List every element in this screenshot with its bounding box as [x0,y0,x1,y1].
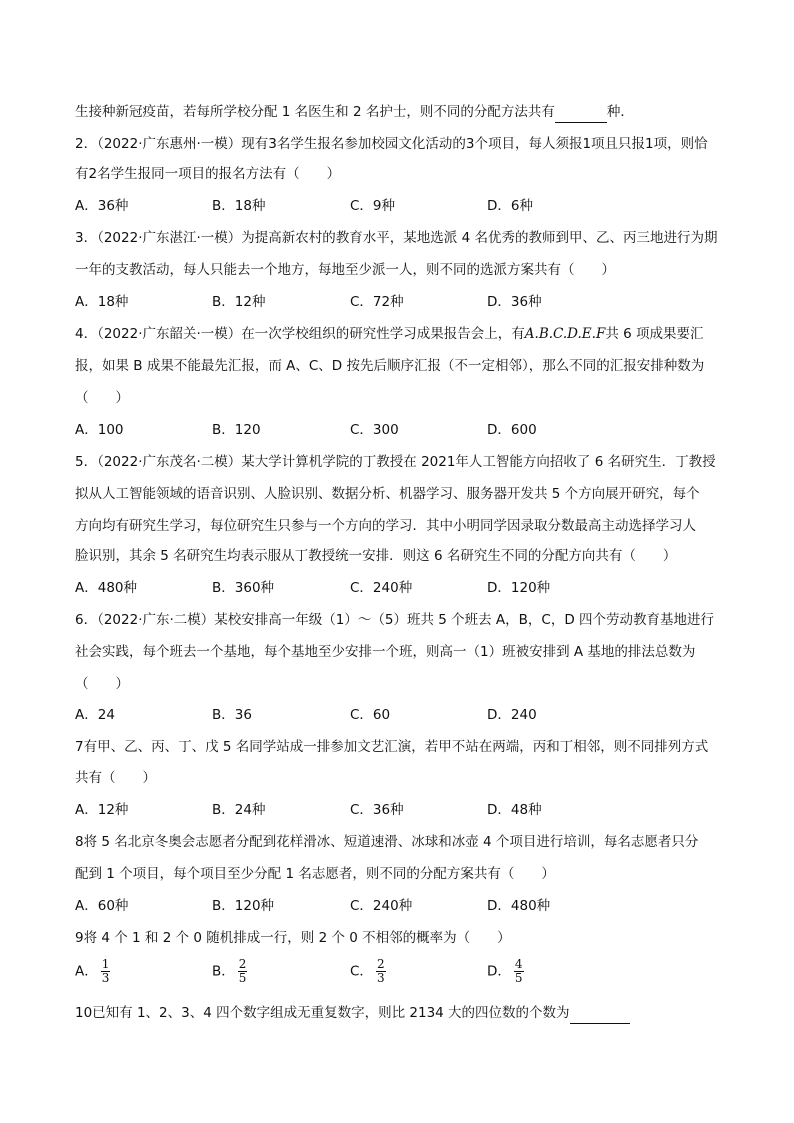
q7-option-a: A．12种 [75,802,129,818]
q4-option-b: B．120 [212,422,261,438]
q2-option-b: B．18种 [212,198,266,214]
answer-blank [555,102,607,123]
q8-option-c: C．240种 [350,898,413,914]
intro-text: 生接种新冠疫苗，若每所学校分配 1 名医生和 2 名护士，则不同的分配方法共有 [75,104,555,120]
q8-line1: 8将 5 名北京冬奥会志愿者分配到花样滑冰、短道速滑、冰球和冰壶 4 个项目进行培训，每名志愿者只分 [75,834,699,850]
q5-line2: 拟从人工智能领域的语音识别、人脸识别、数据分析、机器学习、服务器开发共 5 个方向展开研究，每个 [75,486,700,502]
q9-d-numerator: 4 [514,957,523,971]
q9-option-b-fraction [238,958,248,985]
q9-b-numerator: 2 [238,957,247,971]
q9-option-d-fraction [514,958,524,985]
q7-line1: 7有甲、乙、丙、丁、戊 5 名同学站成一排参加文艺汇演，若甲不站在两端，丙和丁相邻，则不同排列方式 [75,739,709,755]
q4-line3: （ ） [75,390,129,406]
q9-a-denominator: 3 [101,971,110,985]
q7-option-c: C．36种 [350,802,404,818]
q7-line2: 共有（ ） [75,770,156,786]
q3-line1: 3．（2022·广东湛江·一模）为提高新农村的教育水平，某地选派 4 名优秀的教师到甲、乙、丙三地进行为期 [75,230,718,246]
q6-line2: 社会实践，每个班去一个基地，每个基地至少安排一个班，则高一（1）班被安排到 A 基地的排法总数为 [75,644,696,660]
q9-option-a [75,958,110,985]
q9-option-a-label: A． [75,963,98,980]
q6-line3: （ ） [75,676,129,692]
q2-line1: 2．（2022·广东惠州·一模）现有3名学生报名参加校园文化活动的3个项目，每人须报1项且只报1项，则恰 [75,136,708,152]
q4-option-c: C．300 [350,422,399,438]
q9-option-c-fraction [376,958,386,985]
q3-option-b: B．12种 [212,294,266,310]
q6-option-d: D．240 [487,707,537,723]
q9-option-d [487,958,524,985]
q5-option-a: A．480种 [75,580,138,596]
q4-option-d: D．600 [487,422,537,438]
q10-line1 [75,1003,630,1024]
q4-math-letters: A.B.C.D.E.F [524,326,606,342]
q5-line1: 5．（2022·广东茂名·二模）某大学计算机学院的丁教授在 2021年人工智能方向招收了 6 名研究生．丁教授 [75,454,716,470]
q8-option-a: A．60种 [75,898,129,914]
q2-option-a: A．36种 [75,198,129,214]
intro-line [75,102,634,123]
q10-answer-blank [570,1003,630,1024]
q5-line4: 脸识别，其余 5 名研究生均表示服从丁教授统一安排．则这 6 名研究生不同的分配方向共有（ ） [75,548,677,564]
q8-option-b: B．120种 [212,898,275,914]
q9-line1: 9将 4 个 1 和 2 个 0 随机排成一行，则 2 个 0 不相邻的概率为（ ） [75,930,511,946]
q7-option-d: D．48种 [487,802,542,818]
q9-option-d-label: D． [487,963,511,980]
q9-c-denominator: 3 [376,971,385,985]
q9-option-b [212,958,247,985]
q2-option-d: D．6种 [487,198,533,214]
q5-line3: 方向均有研究生学习，每位研究生只参与一个方向的学习．其中小明同学因录取分数最高主动选择学习人 [75,518,696,534]
q9-a-numerator: 1 [101,957,110,971]
q6-option-a: A．24 [75,707,115,723]
q4-line1 [75,324,704,344]
q9-option-b-label: B． [212,963,235,980]
q5-option-c: C．240种 [350,580,413,596]
q5-option-b: B．360种 [212,580,275,596]
q4-line1-tail: 共 6 项成果要汇 [605,326,704,342]
q6-option-b: B．36 [212,707,252,723]
q3-option-c: C．72种 [350,294,404,310]
q6-line1: 6．（2022·广东·二模）某校安排高一年级（1）～（5）班共 5 个班去 A，B，C，D 四个劳动教育基地进行 [75,612,715,628]
q2-line2: 有2名学生报同一项目的报名方法有（ ） [75,166,341,182]
q10-text: 10已知有 1、2、3、4 四个数字组成无重复数字，则比 2134 大的四位数的个数为 [75,1005,570,1021]
q3-option-d: D．36种 [487,294,542,310]
q8-option-d: D．480种 [487,898,551,914]
q9-option-c-label: C． [350,963,373,980]
q3-line2: 一年的支教活动，每人只能去一个地方，每地至少派一人，则不同的选派方案共有（ ） [75,262,615,278]
intro-suffix: 种． [606,104,634,120]
q4-option-a: A．100 [75,422,124,438]
q2-option-c: C．9种 [350,198,396,214]
q9-d-denominator: 5 [514,971,523,985]
q6-option-c: C．60 [350,707,391,723]
q7-option-b: B．24种 [212,802,266,818]
q9-option-c [350,958,386,985]
q9-c-numerator: 2 [376,957,385,971]
q4-line2: 报，如果 B 成果不能最先汇报，而 A、C、D 按先后顺序汇报（不一定相邻），那么不同的汇报安排种数为 [75,358,705,374]
q5-option-d: D．120种 [487,580,551,596]
q8-line2: 配到 1 个项目，每个项目至少分配 1 名志愿者，则不同的分配方案共有（ ） [75,866,555,882]
q3-option-a: A．18种 [75,294,129,310]
q9-b-denominator: 5 [238,971,247,985]
q4-line1-text: 4．（2022·广东韶关·一模）在一次学校组织的研究性学习成果报告会上，有 [75,326,525,342]
q9-option-a-fraction [101,958,111,985]
